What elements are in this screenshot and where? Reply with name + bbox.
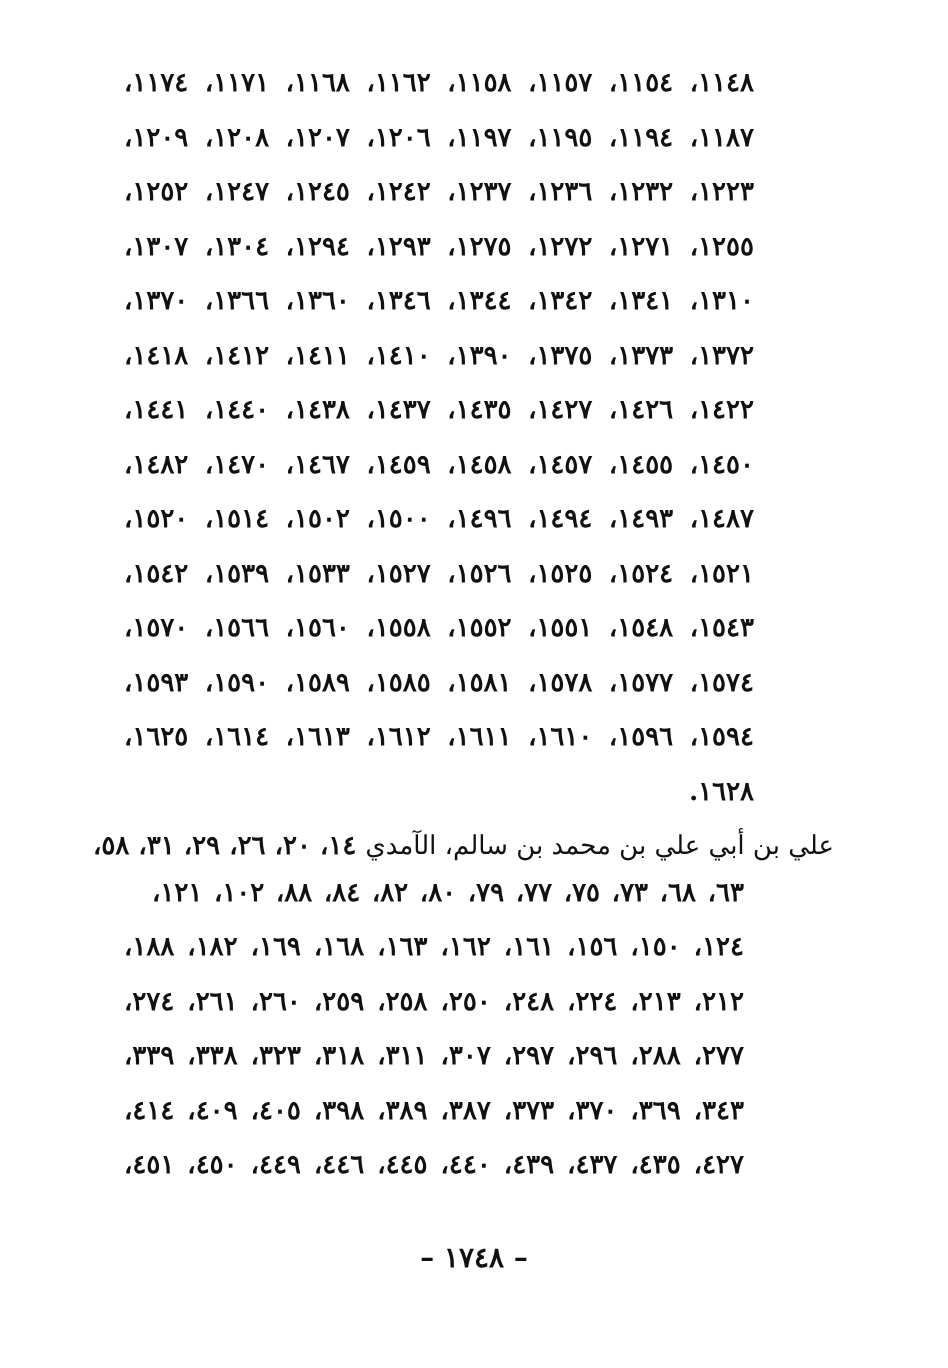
entry-first-refs: ١٤، ٢٠، ٢٦، ٢٩، ٣١، ٥٨،	[93, 831, 357, 861]
index-entry-heading	[93, 829, 834, 863]
index-ref-line: ٢١٢، ٢١٣، ٢٢٤، ٢٤٨، ٢٥٠، ٢٥٨، ٢٥٩، ٢٦٠، ٢٦١، ٢٧٤،	[124, 987, 744, 1017]
index-ref-line: ١٥٧٤، ١٥٧٧، ١٥٧٨، ١٥٨١، ١٥٨٥، ١٥٨٩، ١٥٩٠، ١٥٩٣،	[124, 668, 754, 698]
index-ref-line: ١٥٢١، ١٥٢٤، ١٥٢٥، ١٥٢٦، ١٥٢٧، ١٥٣٣، ١٥٣٩، ١٥٤٢،	[124, 559, 754, 589]
page-number: – ١٧٤٨ –	[420, 1241, 528, 1274]
entry-name: علي بن أبي علي بن محمد بن سالم، الآمدي	[365, 831, 834, 861]
index-ref-line: ٤٢٧، ٤٣٥، ٤٣٧، ٤٣٩، ٤٤٠، ٤٤٥، ٤٤٦، ٤٤٩، ٤٥٠، ٤٥١،	[124, 1150, 744, 1180]
index-ref-line: ١٤٥٠، ١٤٥٥، ١٤٥٧، ١٤٥٨، ١٤٥٩، ١٤٦٧، ١٤٧٠، ١٤٨٢،	[124, 450, 754, 480]
index-ref-line: ١٥٤٣، ١٥٤٨، ١٥٥١، ١٥٥٢، ١٥٥٨، ١٥٦٠، ١٥٦٦، ١٥٧٠،	[124, 613, 754, 643]
index-ref-line: ٦٣، ٦٨، ٧٣، ٧٥، ٧٧، ٧٩، ٨٠، ٨٢، ٨٤، ٨٨، ١٠٢، ١٢١،	[152, 878, 744, 908]
index-ref-line: ٢٧٧، ٢٨٨، ٢٩٦، ٢٩٧، ٣٠٧، ٣١١، ٣١٨، ٣٢٣، ٣٣٨، ٣٣٩،	[124, 1041, 744, 1071]
index-ref-line: ١١٤٨، ١١٥٤، ١١٥٧، ١١٥٨، ١١٦٢، ١١٦٨، ١١٧١، ١١٧٤،	[124, 68, 754, 98]
index-ref-line: ١٤٢٢، ١٤٢٦، ١٤٢٧، ١٤٣٥، ١٤٣٧، ١٤٣٨، ١٤٤٠، ١٤٤١،	[124, 395, 754, 425]
index-ref-line: ١٢٥٥، ١٢٧١، ١٢٧٢، ١٢٧٥، ١٢٩٣، ١٢٩٤، ١٣٠٤، ١٣٠٧،	[124, 232, 754, 262]
index-ref-line: ١٣٧٢، ١٣٧٣، ١٣٧٥، ١٣٩٠، ١٤١٠، ١٤١١، ١٤١٢، ١٤١٨،	[124, 341, 754, 371]
index-ref-line: ١٣١٠، ١٣٤١، ١٣٤٢، ١٣٤٤، ١٣٤٦، ١٣٦٠، ١٣٦٦، ١٣٧٠،	[124, 286, 754, 316]
index-ref-last-line: ١٦٢٨.	[689, 777, 754, 807]
index-ref-line: ٣٤٣، ٣٦٩، ٣٧٠، ٣٧٣، ٣٨٧، ٣٨٩، ٣٩٨، ٤٠٥، ٤٠٩، ٤١٤،	[124, 1096, 744, 1126]
index-ref-line: ١٥٩٤، ١٥٩٦، ١٦١٠، ١٦١١، ١٦١٢، ١٦١٣، ١٦١٤، ١٦٢٥،	[124, 722, 754, 752]
index-ref-line: ١٢٤، ١٥٠، ١٥٦، ١٦١، ١٦٢، ١٦٣، ١٦٨، ١٦٩، ١٨٢، ١٨٨،	[124, 932, 744, 962]
index-ref-line: ١٤٨٧، ١٤٩٣، ١٤٩٤، ١٤٩٦، ١٥٠٠، ١٥٠٢، ١٥١٤، ١٥٢٠،	[124, 504, 754, 534]
index-ref-line: ١١٨٧، ١١٩٤، ١١٩٥، ١١٩٧، ١٢٠٦، ١٢٠٧، ١٢٠٨، ١٢٠٩،	[124, 123, 754, 153]
index-ref-line: ١٢٢٣، ١٢٣٢، ١٢٣٦، ١٢٣٧، ١٢٤٢، ١٢٤٥، ١٢٤٧، ١٢٥٢،	[124, 177, 754, 207]
